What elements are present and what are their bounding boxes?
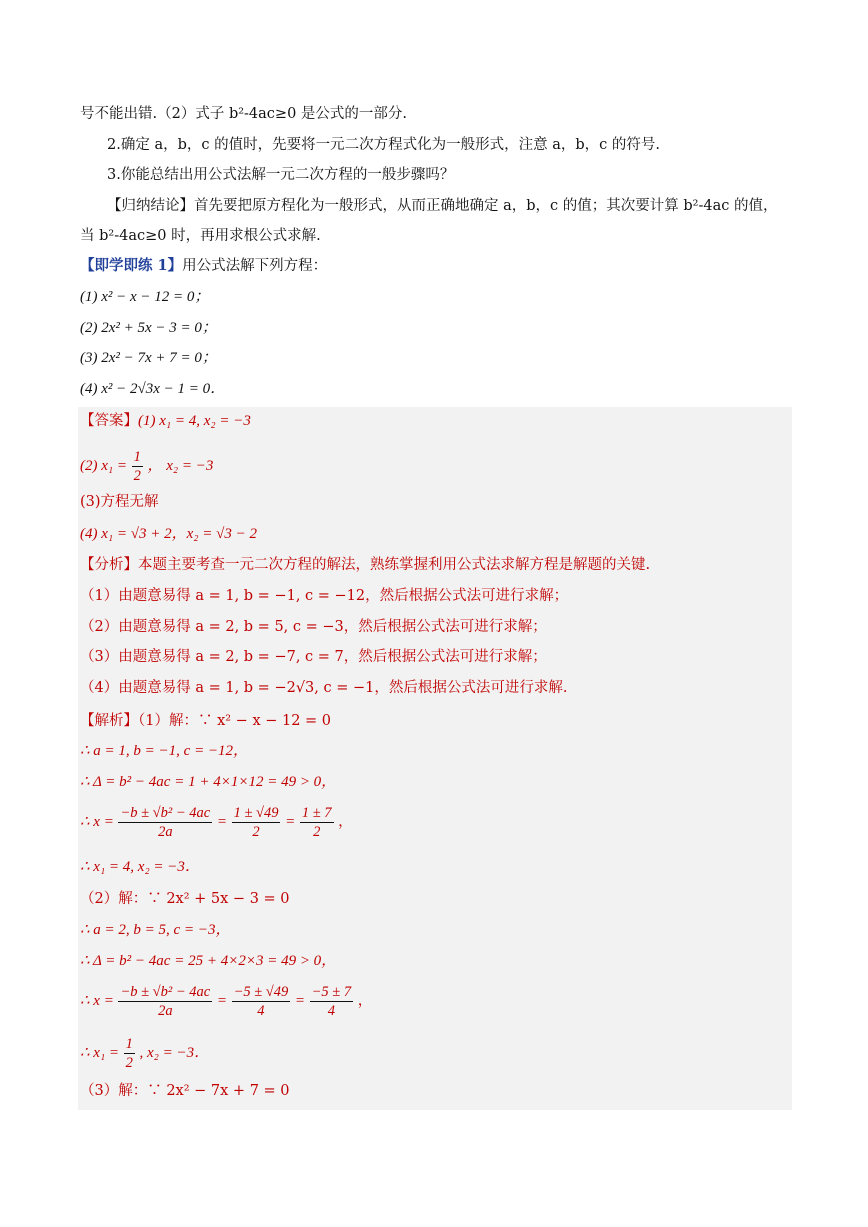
result-fraction xyxy=(124,1035,135,1072)
fraction-denominator: 2 xyxy=(133,467,141,484)
fraction-numerator: 1 ± 7 xyxy=(301,804,332,821)
solution-1-coefficients: ∴ a = 1, b = −1, c = −12， xyxy=(80,743,249,759)
fraction-numerator: −5 ± √49 xyxy=(233,983,289,1000)
equals-sign: = xyxy=(216,814,227,830)
equals-sign: = xyxy=(285,814,296,830)
answer-line-2 xyxy=(80,446,213,486)
solution-tag: 【解析】 xyxy=(80,713,138,729)
fraction-denominator: 2 xyxy=(252,823,260,840)
analysis-step-3: （3）由题意易得 a = 2, b = −7, c = 7，然后根据公式法可进行求解； xyxy=(80,649,547,665)
analysis-text: 本题主要考查一元二次方程的解法，熟练掌握利用公式法求解方程是解题的关键. xyxy=(138,557,651,573)
conclusion-line-2: 当 b²-4ac≥0 时，再用求根公式求解. xyxy=(80,228,321,244)
solution-1-result: ∴ x₁ = 4, x₂ = −3． xyxy=(80,859,200,875)
fraction-denominator: 4 xyxy=(257,1002,265,1019)
solution-3-heading: （3）解：∵ 2x² − 7x + 7 = 0 xyxy=(80,1083,290,1099)
fraction-numerator: 1 ± √49 xyxy=(233,804,279,821)
solution-2-discriminant: ∴ Δ = b² − 4ac = 25 + 4×2×3 = 49 > 0， xyxy=(80,953,337,969)
fraction-denominator: 2 xyxy=(125,1054,133,1071)
intro-line-1: 号不能出错.（2）式子 b²-4ac≥0 是公式的一部分. xyxy=(80,106,408,122)
fraction-denominator: 2a xyxy=(158,823,173,840)
fraction-denominator: 2a xyxy=(158,1002,173,1019)
fraction-numerator: −5 ± 7 xyxy=(311,983,352,1000)
answer-tag: 【答案】 xyxy=(80,413,138,429)
analysis-step-1: （1）由题意易得 a = 1, b = −1, c = −12，然后根据公式法可进行求解； xyxy=(80,588,569,604)
solution-1-equation: （1）解：∵ x² − x − 12 = 0 xyxy=(138,713,332,729)
answer-2-prefix: (2) x₁ = xyxy=(80,458,127,474)
conclusion-line: 【归纳结论】首先要把原方程化为一般形式，从而正确地确定 a，b，c 的值；其次要计算 b²-4ac 的值， xyxy=(107,198,778,214)
intro-line-3: 3.你能总结出用公式法解一元二次方程的一般步骤吗？ xyxy=(107,167,455,183)
practice-prompt: 用公式法解下列方程： xyxy=(182,258,328,274)
result-suffix: , x₂ = −3． xyxy=(139,1045,210,1061)
solution-1-discriminant: ∴ Δ = b² − 4ac = 1 + 4×1×12 = 49 > 0， xyxy=(80,774,337,790)
analysis-step-2: （2）由题意易得 a = 2, b = 5, c = −3，然后根据公式法可进行求解； xyxy=(80,619,547,635)
fraction-numerator: 1 xyxy=(125,1035,133,1052)
analysis-tag: 【分析】 xyxy=(80,557,138,573)
fraction-numerator: 1 xyxy=(133,448,141,465)
answer-line-1 xyxy=(80,411,251,431)
analysis-intro xyxy=(80,555,650,575)
formula-fraction xyxy=(232,804,281,841)
solution-1-formula xyxy=(80,802,353,842)
fraction-denominator: 2 xyxy=(313,823,321,840)
solution-2-coefficients: ∴ a = 2, b = 5, c = −3， xyxy=(80,922,231,938)
answer-1: (1) x₁ = 4, x₂ = −3 xyxy=(138,413,251,429)
solution-2-result xyxy=(80,1033,209,1073)
formula-fraction xyxy=(118,983,212,1020)
answer-3: (3)方程无解 xyxy=(80,494,159,510)
practice-item-4: (4) x² − 2√3x − 1 = 0． xyxy=(80,381,226,397)
answer-2-suffix: ， x₂ = −3 xyxy=(147,458,214,474)
formula-fraction xyxy=(300,804,334,841)
comma: ， xyxy=(357,993,373,1009)
formula-fraction xyxy=(310,983,354,1020)
formula-prefix: ∴ x = xyxy=(80,993,114,1009)
fraction-numerator: −b ± √b² − 4ac xyxy=(120,804,211,821)
equals-sign: = xyxy=(294,993,305,1009)
result-prefix: ∴ x₁ = xyxy=(80,1045,120,1061)
fraction-denominator: 4 xyxy=(327,1002,335,1019)
answer-2-fraction xyxy=(132,448,143,485)
solution-2-formula xyxy=(80,981,372,1021)
comma: ， xyxy=(338,814,353,830)
practice-tag: 【即学即练 1】 xyxy=(80,257,183,274)
intro-line-2: 2.确定 a，b，c 的值时，先要将一元二次方程式化为一般形式，注意 a，b，c 的符号. xyxy=(107,137,660,153)
answer-4: (4) x₁ = √3 + 2，x₂ = √3 − 2 xyxy=(80,526,257,542)
solution-2-heading: （2）解：∵ 2x² + 5x − 3 = 0 xyxy=(80,891,290,907)
solution-1-heading xyxy=(80,711,331,731)
practice-item-1: (1) x² − x − 12 = 0； xyxy=(80,289,210,305)
practice-heading xyxy=(80,256,327,276)
formula-fraction xyxy=(232,983,291,1020)
practice-item-3: (3) 2x² − 7x + 7 = 0； xyxy=(80,350,217,366)
analysis-step-4: （4）由题意易得 a = 1, b = −2√3, c = −1，然后根据公式法可进行求解. xyxy=(80,680,568,696)
fraction-numerator: −b ± √b² − 4ac xyxy=(120,983,211,1000)
formula-fraction xyxy=(118,804,212,841)
equals-sign: = xyxy=(216,993,227,1009)
practice-item-2: (2) 2x² + 5x − 3 = 0； xyxy=(80,320,217,336)
formula-prefix: ∴ x = xyxy=(80,814,114,830)
